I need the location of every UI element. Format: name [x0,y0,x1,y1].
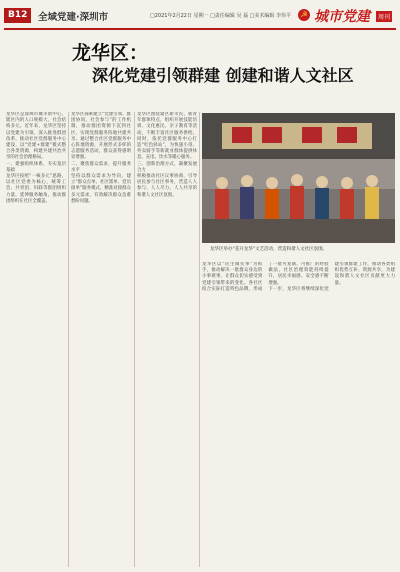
article-column-1: 龙华区是深圳市城市新中心，辖区内的人口规模大，社会结构多元。近年来，龙华区坚持以党建为引领，深入推进群团改革，推动社区党群服务中心建设，以“党建+群建”模式整合各类资源，构建共建共治共享的社会治理格局。 一、建强组织体系，夯实基层基础 龙华区按照“一核多元”思路，以社区党委为核心，统筹工会、共青团、妇联等群团组织力量，延伸服务触角，推动群团组织在社区全覆盖。 [6,112,66,204]
photo-illustration [202,113,395,243]
issue-info: □2021年2月22日 星期一 □责任编辑 吴 磊 □美术编辑 李伟平 [150,13,291,19]
column-divider [199,112,200,567]
article-column-2: 龙华区探索建立“党建引领、群团协同、社会参与”的工作机制，推动群团资源下沉到社区，实现党群服务阵地共建共享。通过整合社区党群服务中心阵地资源，开展形式多样的志愿服务活动，群众获得感明显增强。 二、聚焦群众需求，提升服务水平 坚持以群众需求为导向，建立“群众点单、社区派单、党员接单”服务模式，精准对接群众多元需求，有效解决群众急难愁盼问题。 [71,112,131,204]
photo-caption: 龙华区举办“花开龙华”文艺活动，营造和谐人文社区氛围。 [210,247,328,252]
article-column-3: 龙华区围绕辖区新市民、新青年群体特点，组织开展技能培训、文化惠民、亲子教育等活动，不断丰富社区服务供给。同时，依托党群服务中心打造“红色驿站”，为快递小哥、外卖骑手等新就业群体提供休息、充电、饮水等暖心服务。 三、创新治理方式，凝聚发展合力 积极推动社区议事协商，引导居民参与社区事务，营造人人参与、人人尽力、人人共享的和谐人文社区氛围。 [137,112,197,198]
page-number-badge: B12 [4,8,31,23]
headline-line-2: 深化党建引领群建 创建和谐人文社区 [92,66,354,85]
section-title: 全域党建·深圳市 [38,12,109,23]
headline-line-1: 龙华区： [72,42,149,64]
article-photo [202,113,395,243]
party-emblem-icon: ☭ [298,9,310,21]
column-divider [134,112,135,567]
header-divider [4,28,396,30]
page-header [0,0,400,30]
publication-tag: 周刊 [376,11,392,22]
article-column-4: 龙华区以“民生微实事”为抓手，推动解决一批群众身边的小事难事，让群众切实感受到党建引领带来的变化。各社区结合实际打造特色品牌，形成了一批可复制、可推广的经验做法，社区治理效能持续提升，居民幸福感、安全感不断增强。 下一步，龙华区将继续深化党建引领群建工作，推动各类组织优势互补、资源共享，为建设和谐人文社区贡献更大力量。 [202,262,395,292]
column-divider [68,112,69,567]
publication-brand: 城市党建 [314,9,370,25]
